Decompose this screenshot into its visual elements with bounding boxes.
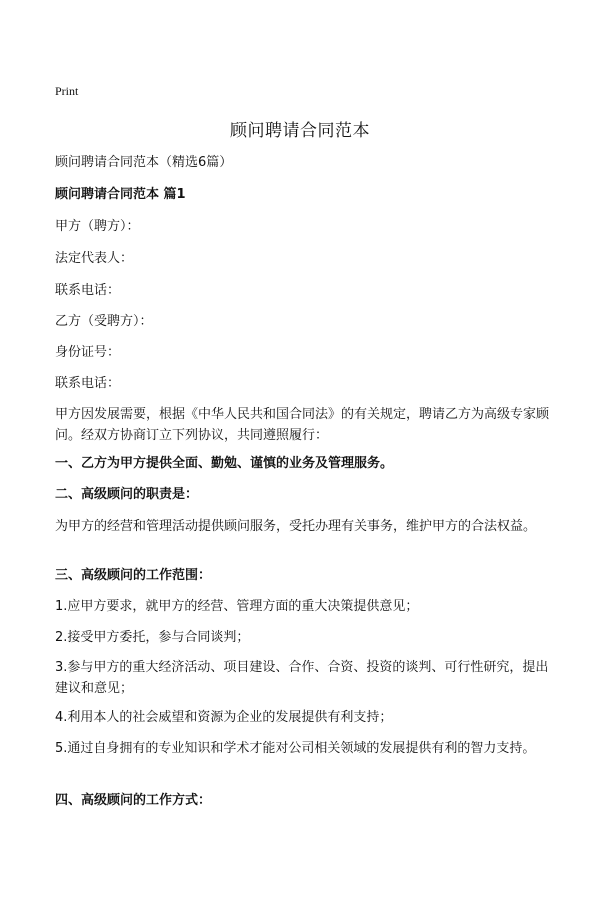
preamble-paragraph: 甲方因发展需要，根据《中华人民共和国合同法》的有关规定，聘请乙方为高级专家顾问。经双方协商订立下列协议，共同遵照履行： <box>55 407 550 443</box>
scope-item-3: 3.参与甲方的重大经济活动、项目建设、合作、合资、投资的谈判、可行性研究，提出建议和意见； <box>55 660 549 696</box>
party-a-phone-label: 联系电话： <box>55 283 121 298</box>
clause-2-paragraph: 为甲方的经营和管理活动提供顾问服务，受托办理有关事务，维护甲方的合法权益。 <box>55 519 537 534</box>
party-a-label: 甲方（聘方）： <box>55 219 140 234</box>
document-title: 顾问聘请合同范本 <box>230 121 370 141</box>
id-number-label: 身份证号： <box>55 345 121 360</box>
party-b-phone-label: 联系电话： <box>55 376 121 391</box>
clause-1-heading: 一、乙方为甲方提供全面、勤勉、谨慎的业务及管理服务。 <box>55 456 394 471</box>
print-link[interactable]: Print <box>55 84 79 98</box>
section-heading: 顾问聘请合同范本 篇1 <box>55 187 186 202</box>
clause-3-heading: 三、高级顾问的工作范围： <box>55 568 212 583</box>
scope-item-5: 5.通过自身拥有的专业知识和学术才能对公司相关领域的发展提供有利的智力支持。 <box>55 741 536 756</box>
legal-representative-label: 法定代表人： <box>55 251 134 266</box>
clause-2-heading: 二、高级顾问的职责是： <box>55 487 199 502</box>
scope-item-2: 2.接受甲方委托，参与合同谈判； <box>55 630 250 645</box>
scope-item-4: 4.利用本人的社会威望和资源为企业的发展提供有利支持； <box>55 710 393 725</box>
party-b-label: 乙方（受聘方）： <box>55 314 153 329</box>
document-subtitle: 顾问聘请合同范本（精选6篇） <box>55 155 233 170</box>
scope-item-1: 1.应甲方要求，就甲方的经营、管理方面的重大决策提供意见； <box>55 599 419 614</box>
clause-4-heading: 四、高级顾问的工作方式： <box>55 793 212 808</box>
